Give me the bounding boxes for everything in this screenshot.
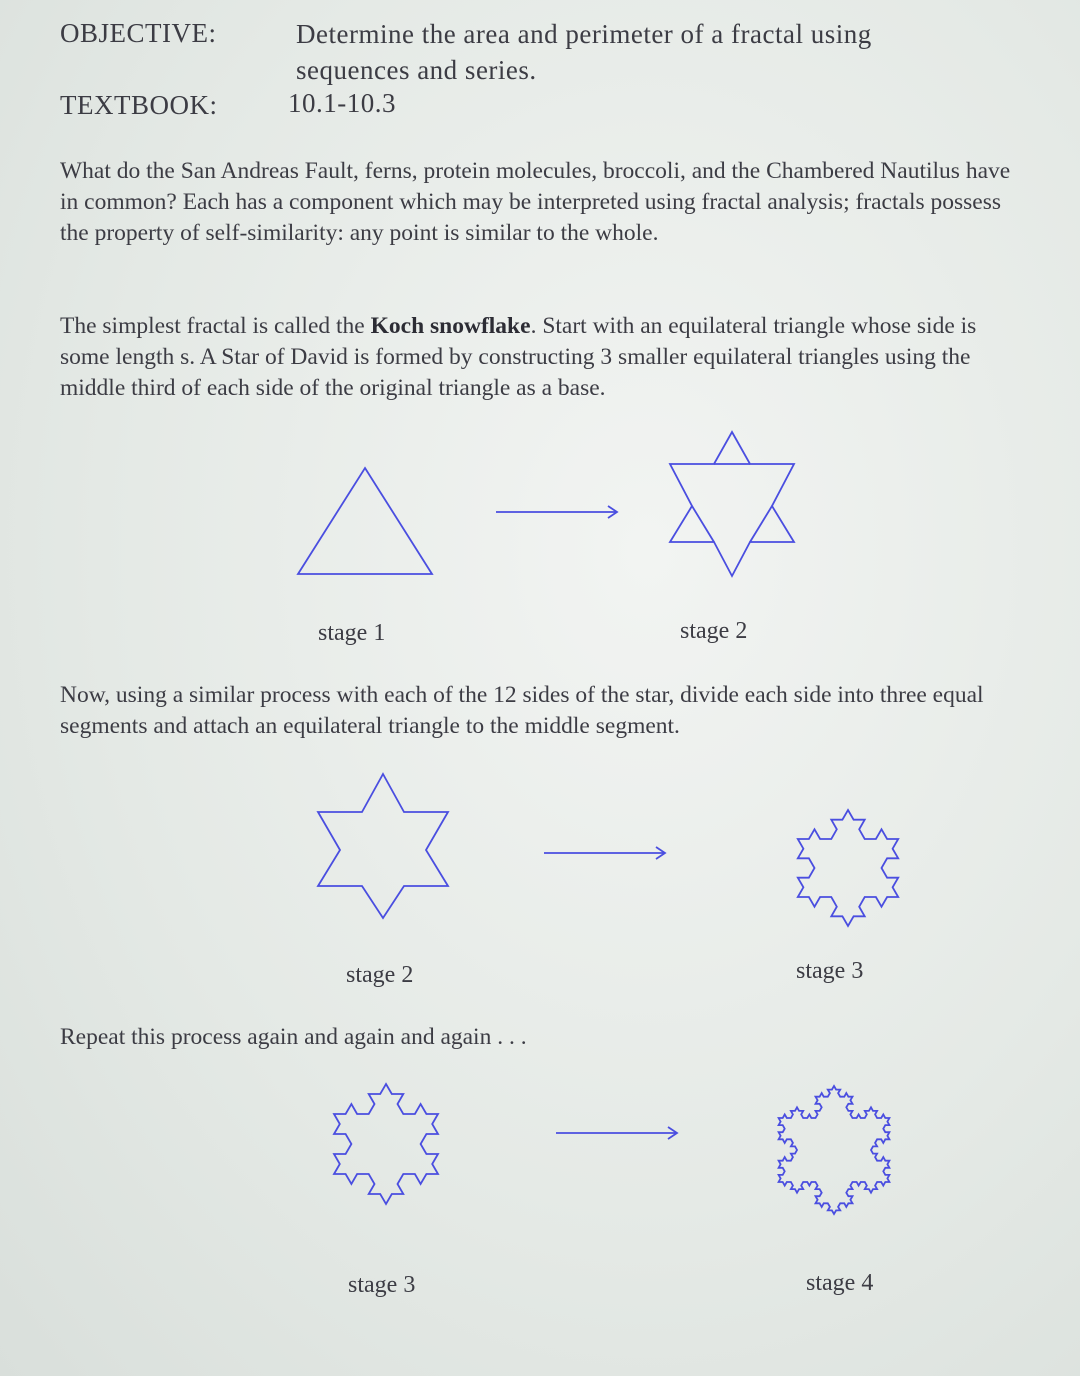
textbook-label: TEXTBOOK: [60,90,218,120]
stage-3-snowflake-figure-row3 [314,1066,464,1226]
stage-1-caption: stage 1 [318,620,386,646]
stage-4-snowflake-figure [756,1074,916,1234]
stage-1-triangle-figure [298,466,438,581]
repeat-paragraph: Repeat this process again and again and again . . . [60,1024,527,1050]
koch-text-end: . Start with an equilateral triangle whose side is some length s. A Star of David is formed by constructing 3 smaller equilateral triangles using the middle third of each side of the original triangle as a base. [60,313,977,401]
koch-paragraph [60,311,1020,404]
objective-line-1: Determine the area and perimeter of a fractal using [296,19,872,49]
now-paragraph: Now, using a similar process with each of the 12 sides of the star, divide each side into three equal segments and attach an equilateral triangle to the middle segment. [60,682,984,739]
stage-3-caption: stage 3 [796,958,864,984]
arrow-icon [556,1123,686,1143]
stage-3-caption-row3: stage 3 [348,1272,416,1298]
stage-4-caption: stage 4 [806,1270,874,1296]
textbook-value: 10.1-10.3 [288,88,396,118]
stage-1-triangle [298,468,432,574]
objective-text [296,16,872,88]
arrow-icon [544,843,674,863]
stage-2-star-figure [662,430,802,580]
objective-line-2: sequences and series. [296,55,537,85]
arrow-icon [496,502,626,522]
stage-3-snowflake-figure [776,790,926,950]
koch-snowflake-term: Koch snowflake [370,313,531,339]
objective-label: OBJECTIVE: [60,18,217,48]
stage-2-star-figure-row2 [316,772,456,922]
stage-2-caption-row2: stage 2 [346,962,414,988]
stage-4-snowflake [779,1086,890,1214]
koch-text-start: The simplest fractal is called the [60,313,371,339]
stage-2-caption: stage 2 [680,618,748,644]
stage-3-snowflake-row3 [334,1084,438,1204]
intro-paragraph: What do the San Andreas Fault, ferns, protein molecules, broccoli, and the Chambered Nautilus have in common? Each has a component which may be interpreted using fractal analysis; fractals possess the property of self-similarity: any point is similar to the whole. [60,158,1011,246]
stage-3-snowflake [798,810,898,926]
